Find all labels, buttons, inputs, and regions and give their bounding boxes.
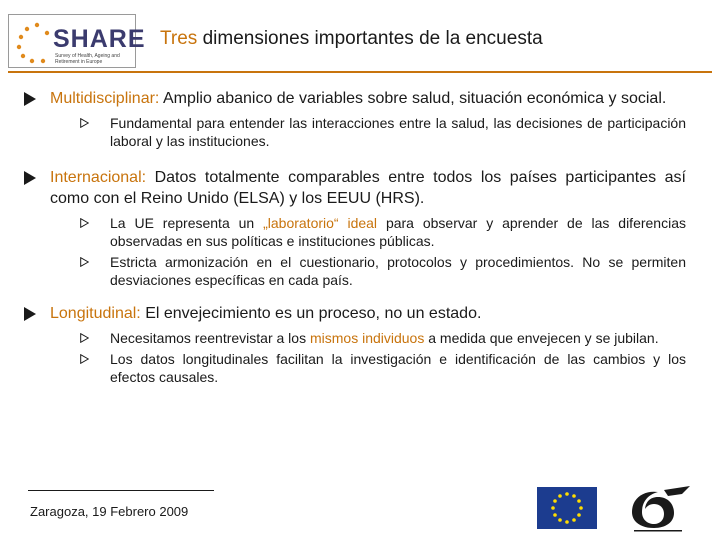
content [22, 88, 686, 389]
bullet-arrow-icon [24, 92, 36, 106]
footer-rule [28, 490, 214, 491]
title-accent: Tres [160, 28, 198, 49]
share-logo [8, 14, 146, 68]
logo-subtitle: Survey of Health, Ageing and Retirement in Europe [55, 53, 120, 65]
sub-item [50, 114, 686, 150]
sub-item-text: Estricta armonización en el cuestionario, protocolos y procedimientos. No se permiten desviaciones específicas en cada país. [110, 254, 686, 288]
header-rule [8, 71, 712, 73]
sub-list [50, 214, 686, 289]
bullet-item-longitudinal [22, 303, 686, 386]
sub-item-text: La UE representa un [110, 215, 264, 231]
bullet-label: Longitudinal: [50, 305, 141, 322]
sub-list [50, 114, 686, 150]
sub-bullet-arrow-icon [80, 257, 89, 267]
sub-bullet-arrow-icon [80, 333, 89, 343]
sub-bullet-arrow-icon [80, 354, 89, 364]
bullet-arrow-icon [24, 307, 36, 321]
sub-bullet-arrow-icon [80, 118, 89, 128]
sub-bullet-arrow-icon [80, 218, 89, 228]
bullet-label: Internacional: [50, 169, 147, 186]
page-title [160, 28, 543, 50]
title-rest: dimensiones importantes de la encuesta [197, 28, 543, 49]
logo-wordmark: SHARE [53, 25, 146, 53]
sub-item-text: Los datos longitudinales facilitan la investigación e identificación de las cambios y los efectos causales. [110, 351, 686, 385]
sub-item-text: Necesitamos reentrevistar a los [110, 330, 310, 346]
bullet-item-internacional [22, 167, 686, 289]
bullet-text: Amplio abanico de variables sobre salud, situación económica y social. [159, 90, 667, 107]
sub-item [50, 214, 686, 250]
bullet-text: El envejecimiento es un proceso, no un estado. [140, 305, 482, 322]
sub-item [50, 350, 686, 386]
sub-item-text-after: a medida que envejecen y se jubilan. [424, 330, 659, 346]
sub-item-text-after: para observar y aprender de las diferencias observadas en sus políticas e instituciones públicas. [110, 215, 686, 249]
sixth-framework-programme-logo [624, 484, 694, 534]
stars-icon [13, 21, 53, 65]
sub-item-text: Fundamental para entender las interacciones entre la salud, las decisiones de participación laboral y las instituciones. [110, 115, 686, 149]
sub-item [50, 253, 686, 289]
bullet-item-multidisciplinar [22, 88, 686, 150]
bullet-text: Datos totalmente comparables entre todos los países participantes así como con el Reino Unido (ELSA) y los EEUU (HRS). [50, 169, 686, 207]
sub-item-accent: „laboratorio“ ideal [263, 215, 378, 231]
bullet-label: Multidisciplinar: [50, 90, 160, 107]
sub-item-accent: mismos individuos [309, 330, 425, 346]
bullet-arrow-icon [24, 171, 36, 185]
sub-list [50, 329, 686, 386]
footer-text: Zaragoza, 19 Febrero 2009 [30, 504, 189, 519]
sub-item [50, 329, 686, 347]
eu-flag-icon [537, 487, 597, 529]
